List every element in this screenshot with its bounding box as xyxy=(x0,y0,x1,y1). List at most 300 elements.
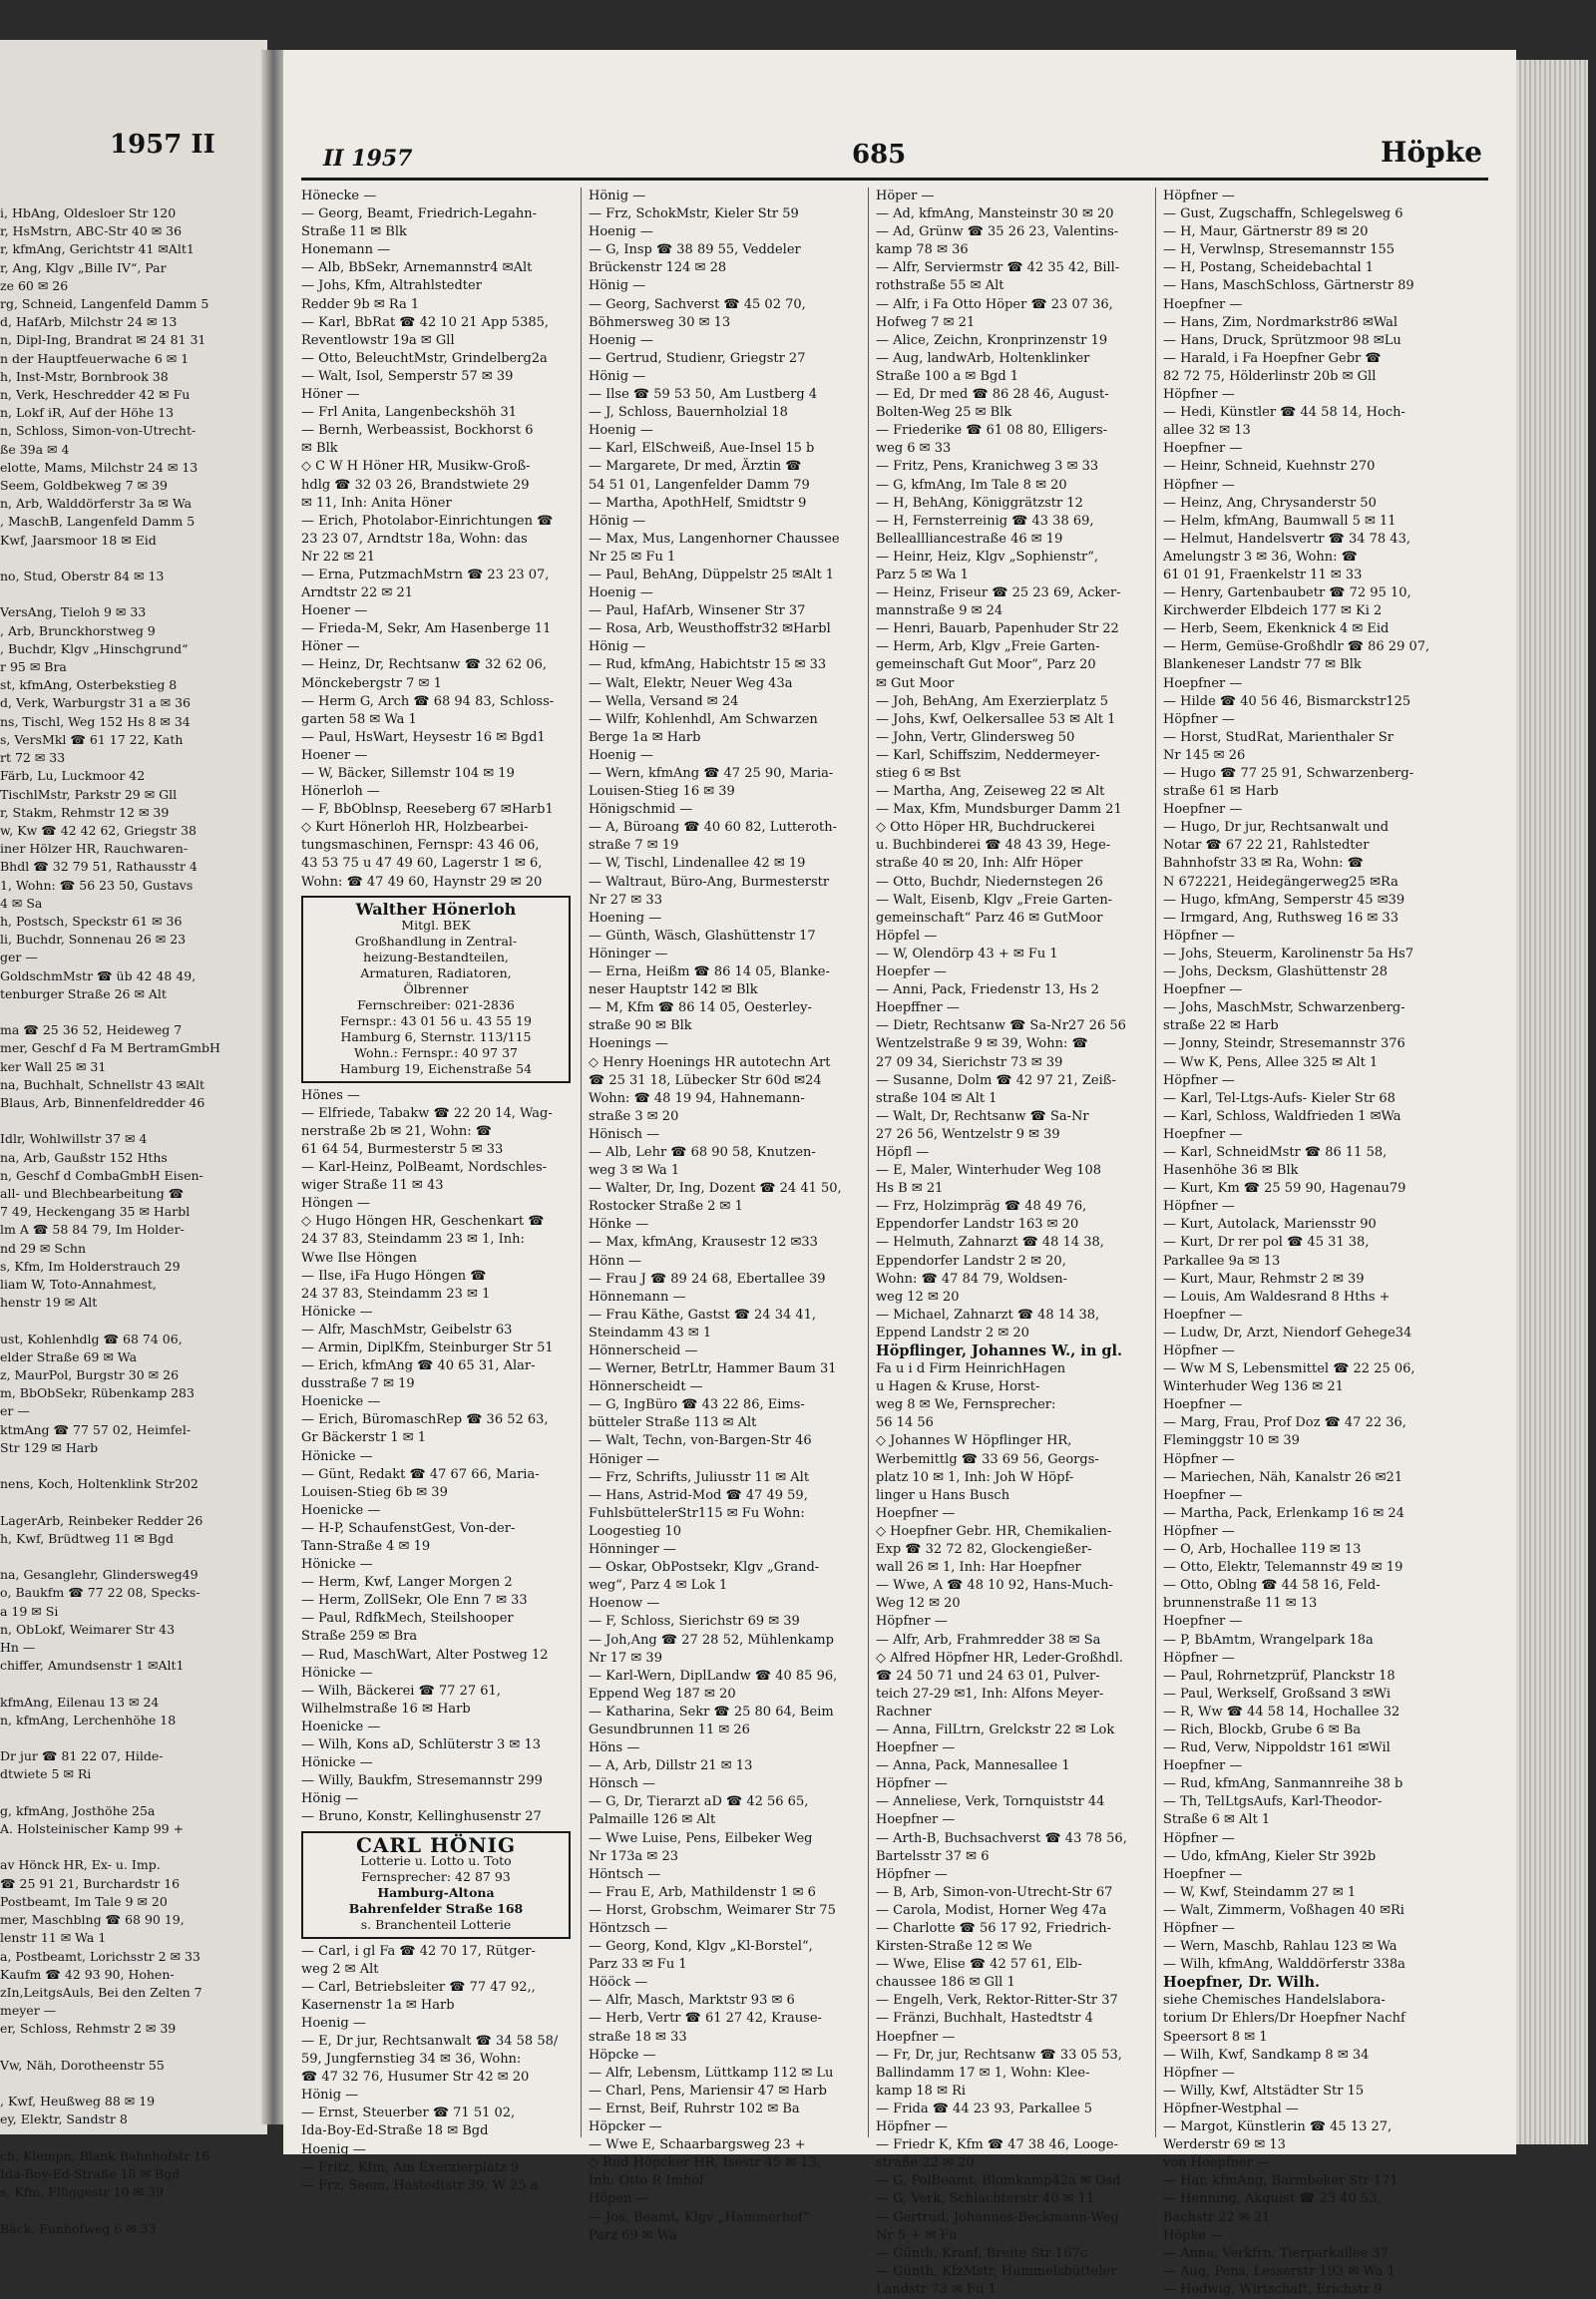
directory-entry-line: straße 22 ✉ 20 xyxy=(876,2155,975,2171)
directory-entry-line: liam W, Toto-Annahmest, xyxy=(0,1276,157,1292)
directory-entry-line xyxy=(0,2075,261,2093)
directory-entry-line: — Hilde ☎ 40 56 46, Bismarckstr125 xyxy=(1163,693,1411,709)
directory-entry-line: — Henning, Akquist ☎ 23 40 53, xyxy=(1163,2191,1382,2207)
directory-entry-line: Hönicke — xyxy=(301,1557,373,1573)
directory-entry-line: st, kfmAng, Osterbekstieg 8 xyxy=(0,677,178,693)
directory-entry-line: Weg 12 ✉ 20 xyxy=(876,1596,961,1612)
directory-entry-line: GoldschmMstr ☎ üb 42 48 49, xyxy=(0,967,197,983)
directory-entry-line: straße 61 ✉ Harb xyxy=(1163,784,1279,800)
directory-entry-line: — Rud, Verw, Nippoldstr 161 ✉Wil xyxy=(1163,1740,1391,1756)
directory-entry-line: Höpfner — xyxy=(876,1866,948,1882)
ad-title: Walther Hönerloh xyxy=(355,899,517,919)
directory-entry-line: Belleallliancestraße 46 ✉ 19 xyxy=(876,531,1063,547)
directory-entry-line: s, Kfm, Flüggestr 10 ✉ 39 xyxy=(0,2184,164,2200)
directory-entry-line: 56 14 56 xyxy=(876,1415,934,1431)
directory-entry-line: Landstr 73 ✉ Fu 1 xyxy=(876,2281,997,2297)
directory-entry-line: 1, Wohn: ☎ 56 23 50, Gustavs xyxy=(0,877,194,893)
directory-entry-line: kfmAng, Eilenau 13 ✉ 24 xyxy=(0,1694,160,1710)
directory-entry-line: — Ludw, Dr, Arzt, Niendorf Gehege34 xyxy=(1163,1325,1412,1341)
directory-entry-line: Winterhuder Weg 136 ✉ 21 xyxy=(1163,1379,1344,1395)
directory-entry-line: — Wwe, Elise ☎ 42 57 61, Elb- xyxy=(876,1957,1082,1973)
directory-entry-line: — Rosa, Arb, Weusthoffstr32 ✉Harbl xyxy=(589,621,831,637)
directory-entry-line: Hönig — xyxy=(589,368,646,384)
directory-entry-line: Parz 33 ✉ Fu 1 xyxy=(589,1957,687,1973)
directory-entry-line: teich 27-29 ✉1, Inh: Alfons Meyer- xyxy=(876,1686,1104,1702)
directory-entry-line: dtwiete 5 ✉ Ri xyxy=(0,1766,92,1782)
header-rule xyxy=(301,178,1488,181)
directory-entry-line: — Wilh, Kons aD, Schlüterstr 3 ✉ 13 xyxy=(301,1737,541,1753)
directory-entry-line: ◇ Henry Hoenings HR autotechn Art xyxy=(589,1054,831,1070)
directory-entry-line: — Wwe, A ☎ 48 10 92, Hans-Much- xyxy=(876,1578,1113,1594)
directory-entry-line: rothstraße 55 ✉ Alt xyxy=(876,278,1004,294)
directory-entry-line: Höner — xyxy=(301,387,360,403)
directory-entry-line: rt 72 ✉ 33 xyxy=(0,750,66,766)
directory-entry-line: torium Dr Ehlers/Dr Hoepfner Nachf xyxy=(1163,2011,1405,2027)
directory-entry-line: Hoepfer — xyxy=(876,964,948,980)
directory-entry-line: weg 8 ✉ We, Fernsprecher: xyxy=(876,1397,1056,1413)
directory-entry-line: tenburger Straße 26 ✉ Alt xyxy=(0,985,167,1001)
directory-entry-line: lm A ☎ 58 84 79, Im Holder- xyxy=(0,1222,185,1238)
directory-entry-line: — Willy, Baukfm, Stresemannstr 299 xyxy=(301,1773,543,1789)
directory-entry-line: ey, Elektr, Sandstr 8 xyxy=(0,2111,128,2127)
directory-entry-line: — Erich, Photolabor-Einrichtungen ☎ xyxy=(301,513,554,529)
directory-entry-line: Hasenhöhe 36 ✉ Blk xyxy=(1163,1163,1299,1179)
column-1-entries-a xyxy=(301,188,571,892)
directory-entry-line: — Anni, Pack, Friedenstr 13, Hs 2 xyxy=(876,982,1099,998)
directory-entry-line: — Paul, Werkself, Großsand 3 ✉Wi xyxy=(1163,1686,1392,1702)
directory-entry-line xyxy=(0,1003,261,1021)
directory-entry-line: — Rud, kfmAng, Habichtstr 15 ✉ 33 xyxy=(589,657,827,673)
directory-entry-line: — Georg, Sachverst ☎ 45 02 70, xyxy=(589,296,806,312)
directory-entry-line xyxy=(0,585,261,603)
directory-entry-line: Hoepfner — xyxy=(1163,802,1243,818)
directory-entry-line: ch, Klempn, Blank Bahnhofstr 16 xyxy=(0,2147,210,2163)
directory-entry-line: — Friederike ☎ 61 08 80, Elligers- xyxy=(876,423,1108,439)
directory-entry-line: Hönecke — xyxy=(301,189,377,203)
directory-entry-line: Großhandlung in Zentral- xyxy=(354,933,518,949)
directory-entry-line xyxy=(0,1112,261,1130)
directory-entry-line: ◇ Kurt Hönerloh HR, Holzbearbei- xyxy=(301,820,529,836)
directory-entry-line: Hoepfner — xyxy=(1163,982,1243,998)
directory-entry-line: — P, BbAmtm, Wrangelpark 18a xyxy=(1163,1632,1374,1648)
directory-entry-line: Hoepfner — xyxy=(1163,1397,1243,1413)
directory-entry-line: — Helmut, Handelsvertr ☎ 34 78 43, xyxy=(1163,531,1410,547)
directory-entry-line: lenstr 11 ✉ Wa 1 xyxy=(0,1930,107,1946)
directory-entry-line: er, Schloss, Rehmstr 2 ✉ 39 xyxy=(0,2021,177,2037)
directory-entry-line: Hoepfner — xyxy=(1163,1487,1243,1503)
directory-entry-line: nerstraße 2b ✉ 21, Wohn: ☎ xyxy=(301,1123,492,1139)
directory-entry-line: Parz 5 ✉ Wa 1 xyxy=(876,567,969,582)
directory-entry-line: h, Postsch, Speckstr 61 ✉ 36 xyxy=(0,913,183,929)
directory-entry-line: — Fränzi, Buchhalt, Hastedtstr 4 xyxy=(876,2011,1093,2027)
directory-entry-line: — H, Maur, Gärtnerstr 89 ✉ 20 xyxy=(1163,224,1369,240)
directory-entry-line: Steindamm 43 ✉ 1 xyxy=(589,1325,712,1341)
directory-entry-line: Tann-Straße 4 ✉ 19 xyxy=(301,1539,431,1554)
directory-entry-line: — Bernh, Werbeassist, Bockhorst 6 xyxy=(301,423,534,439)
directory-entry-line: — Carola, Modist, Horner Weg 47a xyxy=(876,1902,1107,1918)
directory-entry-line: Arndtstr 22 ✉ 21 xyxy=(301,585,414,601)
directory-entry-line: Seem, Goldbekweg 7 ✉ 39 xyxy=(0,478,168,494)
directory-entry-line: ◇ Johannes W Höpflinger HR, xyxy=(876,1433,1072,1449)
directory-entry-line: , Kwf, Heußweg 88 ✉ 19 xyxy=(0,2094,156,2109)
directory-entry-line: straße 3 ✉ 20 xyxy=(589,1108,679,1124)
directory-entry-line: — Wwe Luise, Pens, Eilbeker Weg xyxy=(589,1830,813,1846)
directory-entry-line: n, kfmAng, Lerchenhöhe 18 xyxy=(0,1712,177,1727)
directory-entry-line: Postbeamt, Im Tale 9 ✉ 20 xyxy=(0,1893,168,1909)
directory-entry-line: Hoenicke — xyxy=(301,1394,381,1410)
directory-entry-line: — Frau J ☎ 89 24 68, Ebertallee 39 xyxy=(589,1271,826,1287)
directory-entry-line: h, Kwf, Brüdtweg 11 ✉ Bgd xyxy=(0,1530,174,1546)
directory-entry-line: ◇ Hoepfner Gebr. HR, Chemikalien- xyxy=(876,1523,1112,1539)
ad-title: CARL HÖNIG xyxy=(355,1832,517,1857)
directory-entry-line: Bachstr 22 ✉ 21 xyxy=(1163,2209,1271,2225)
column-1-entries-b xyxy=(301,1087,571,1827)
directory-entry-line: — Frau E, Arb, Mathildenstr 1 ✉ 6 xyxy=(589,1884,816,1900)
directory-entry-line: ns, Tischl, Weg 152 Hs 8 ✉ 34 xyxy=(0,713,191,729)
directory-entry-line: Nr 145 ✉ 26 xyxy=(1163,747,1246,763)
directory-entry-line: Wilhelmstraße 16 ✉ Harb xyxy=(301,1701,471,1717)
directory-entry-line: 24 37 83, Steindamm 23 ✉ 1 xyxy=(301,1286,491,1302)
column-divider xyxy=(868,188,869,2137)
directory-entry-line: — Kurt, Km ☎ 25 59 90, Hagenau79 xyxy=(1163,1181,1406,1197)
directory-entry-line: — Horst, StudRat, Marienthaler Sr xyxy=(1163,729,1394,745)
directory-entry-line: — G, Verk, Schlachterstr 40 ✉ 11 xyxy=(876,2191,1095,2207)
directory-entry-line: Höpen — xyxy=(589,2191,649,2207)
directory-entry-line: — E, Maler, Winterhuder Weg 108 xyxy=(876,1163,1102,1179)
directory-entry-line: — Fr, Dr, jur, Rechtsanw ☎ 33 05 53, xyxy=(876,2047,1122,2063)
directory-entry-line: — Herm G, Arch ☎ 68 94 83, Schloss- xyxy=(301,693,555,709)
directory-entry-line: Loogestieg 10 xyxy=(589,1523,682,1539)
directory-entry-line: d, Verk, Warburgstr 31 a ✉ 36 xyxy=(0,695,191,711)
directory-entry-line: ✉ Blk xyxy=(301,441,338,457)
directory-entry-line: Färb, Lu, Luckmoor 42 xyxy=(0,768,146,784)
directory-entry-line: — G, PolBeamt, Blomkamp42a ✉ Osd xyxy=(876,2173,1121,2189)
directory-entry-line: s. Branchenteil Lotterie xyxy=(360,1916,512,1932)
directory-entry-line: — Frz, SchokMstr, Kieler Str 59 xyxy=(589,206,799,222)
directory-entry-line: all- und Blechbearbeitung ☎ xyxy=(0,1185,185,1201)
directory-entry-line: — W, Tischl, Lindenallee 42 ✉ 19 xyxy=(589,856,806,872)
directory-entry-line: — Hans, Zim, Nordmarkstr86 ✉Wal xyxy=(1163,314,1398,330)
directory-entry-line: wiger Straße 11 ✉ 43 xyxy=(301,1178,444,1194)
directory-entry-line: Palmaille 126 ✉ Alt xyxy=(589,1812,716,1828)
directory-entry-line: Armaturen, Radiatoren, xyxy=(360,964,512,980)
directory-entry-line: — Johs, Decksm, Glashüttenstr 28 xyxy=(1163,964,1389,980)
directory-entry-line: — Erich, kfmAng ☎ 40 65 31, Alar- xyxy=(301,1358,536,1374)
directory-entry-line: — Hans, Druck, Sprützmoor 98 ✉Lu xyxy=(1163,332,1401,348)
directory-entry-line: — G, Dr, Tierarzt aD ☎ 42 56 65, xyxy=(589,1794,809,1810)
directory-entry-line: — Bruno, Konstr, Kellinghusenstr 27 xyxy=(301,1809,542,1825)
directory-entry-line: ✉ Gut Moor xyxy=(876,675,955,691)
directory-entry-line: — Alfr, Serviermstr ☎ 42 35 42, Bill- xyxy=(876,260,1120,276)
directory-entry-line: Höpflinger, Johannes W., in gl. xyxy=(876,1342,1123,1359)
directory-entry-line: — Max, Kfm, Mundsburger Damm 21 xyxy=(876,802,1122,818)
right-page xyxy=(283,50,1516,2297)
directory-entry-line: — Paul, Rohrnetzprüf, Planckstr 18 xyxy=(1163,1668,1396,1684)
directory-entry-line: Hoenings — xyxy=(589,1036,668,1052)
directory-entry-line: r 95 ✉ Bra xyxy=(0,659,67,675)
directory-entry-line: ze 60 ✉ 26 xyxy=(0,277,69,293)
directory-entry-line: r, kfmAng, Gerichtstr 41 ✉Alt1 xyxy=(0,241,195,257)
directory-entry-line: 43 53 75 u 47 49 60, Lagerstr 1 ✉ 6, xyxy=(301,856,543,872)
directory-entry-line: Nr 27 ✉ 33 xyxy=(589,892,662,908)
directory-entry-line: — Katharina, Sekr ☎ 25 80 64, Beim xyxy=(589,1704,834,1720)
directory-entry-line: 23 23 07, Arndtstr 18a, Wohn: das xyxy=(301,531,528,547)
directory-entry-line: — Johs, MaschMstr, Schwarzenberg- xyxy=(1163,1000,1405,1016)
directory-entry-line: 4 ✉ Sa xyxy=(0,895,43,911)
directory-entry-line: , MaschB, Langenfeld Damm 5 xyxy=(0,514,196,530)
directory-entry-line: — Frieda-M, Sekr, Am Hasenberge 11 xyxy=(301,621,552,637)
directory-entry-line: stieg 6 ✉ Bst xyxy=(876,766,962,781)
column-3 xyxy=(876,188,1145,2299)
directory-entry-line: — Karl, Tel-Ltgs-Aufs- Kieler Str 68 xyxy=(1163,1090,1396,1106)
directory-entry-line: — Frida ☎ 44 23 93, Parkallee 5 xyxy=(876,2101,1093,2116)
directory-entry-line: 61 01 91, Fraenkelstr 11 ✉ 33 xyxy=(1163,567,1363,582)
directory-entry-line: — Paul, HsWart, Heysestr 16 ✉ Bgd1 xyxy=(301,729,546,745)
directory-entry-line: — Herm, Gemüse-Großhdlr ☎ 86 29 07, xyxy=(1163,639,1430,655)
directory-entry-line: — Aug, Pens, Lesserstr 193 ✉ Wa 1 xyxy=(1163,2263,1396,2279)
directory-entry-line: n, Arb, Walddörferstr 3a ✉ Wa xyxy=(0,496,193,512)
directory-entry-line: na, Arb, Gaußstr 152 Hths xyxy=(0,1149,168,1165)
directory-entry-line: — Otto, Oblng ☎ 44 58 16, Feld- xyxy=(1163,1578,1381,1594)
directory-entry-line: a 19 ✉ Si xyxy=(0,1603,59,1619)
directory-entry-line: — Margarete, Dr med, Ärztin ☎ xyxy=(589,459,802,475)
directory-entry-line: — Hedwig, Wirtschaft, Erichstr 9 xyxy=(1163,2281,1383,2297)
directory-entry-line: — Karl, Schiffszim, Neddermeyer- xyxy=(876,747,1100,763)
directory-entry-line: ◇ Alfred Höpfner HR, Leder-Großhdl. xyxy=(876,1650,1123,1666)
directory-entry-line: Hönke — xyxy=(589,1217,649,1233)
directory-entry-line: kamp 78 ✉ 36 xyxy=(876,242,969,258)
directory-entry-line: Höns — xyxy=(589,1740,640,1756)
directory-entry-line: Reventlowstr 19a ✉ Gll xyxy=(301,332,455,348)
directory-entry-line: na, Gesanglehr, Glindersweg49 xyxy=(0,1567,199,1583)
directory-entry-line: — Joh,Ang ☎ 27 28 52, Mühlenkamp xyxy=(589,1632,834,1648)
directory-entry-line: mannstraße 9 ✉ 24 xyxy=(876,603,1003,619)
directory-entry-line: linger u Hans Busch xyxy=(876,1487,1010,1503)
directory-entry-line: Hönig — xyxy=(301,1791,359,1807)
directory-entry-line: mer, Geschf d Fa M BertramGmbH xyxy=(0,1040,220,1056)
directory-entry-line: — G, Insp ☎ 38 89 55, Veddeler xyxy=(589,242,801,258)
directory-entry-line: Hönicke — xyxy=(301,1304,373,1320)
directory-entry-line: hdlg ☎ 32 03 26, Brandstwiete 29 xyxy=(301,477,530,493)
directory-entry-line: — Wern, Maschb, Rahlau 123 ✉ Wa xyxy=(1163,1939,1397,1955)
directory-entry-line: — Herm, ZollSekr, Ole Enn 7 ✉ 33 xyxy=(301,1593,528,1609)
directory-entry-line: n, Dipl-Ing, Brandrat ✉ 24 81 31 xyxy=(0,332,206,348)
directory-entry-line: — J, Schloss, Bauernholzial 18 xyxy=(589,405,788,421)
directory-entry-line xyxy=(0,1457,261,1475)
directory-entry-line: Hamburg 6, Sternstr. 113/115 xyxy=(340,1028,532,1044)
directory-entry-line: Hoepfner — xyxy=(876,1505,956,1521)
directory-entry-line: — Anna, Pack, Mannesallee 1 xyxy=(876,1758,1070,1774)
directory-entry-line: — Walt, Zimmerm, Voßhagen 40 ✉Ri xyxy=(1163,1902,1404,1918)
directory-entry-line: Hönes — xyxy=(301,1087,361,1103)
directory-entry-line: — Ernst, Beif, Ruhrstr 102 ✉ Ba xyxy=(589,2101,800,2116)
directory-entry-line: Hoepfner — xyxy=(1163,675,1243,691)
directory-entry-line: — H, Fernsterreinig ☎ 43 38 69, xyxy=(876,513,1094,529)
directory-entry-line: dusstraße 7 ✉ 19 xyxy=(301,1376,415,1392)
directory-entry-line: — Günth, Kranf, Breite Str 167c xyxy=(876,2245,1088,2261)
directory-entry-line: Eppend Weg 187 ✉ 20 xyxy=(589,1686,736,1702)
directory-entry-line xyxy=(0,1675,261,1693)
directory-entry-line: — Alfr, MaschMstr, Geibelstr 63 xyxy=(301,1322,513,1338)
directory-entry-line: — Alfr, Lebensm, Lüttkamp 112 ✉ Lu xyxy=(589,2065,834,2081)
directory-entry-line: Hoenow — xyxy=(589,1596,660,1612)
directory-entry-line: — Kurt, Autolack, Mariensstr 90 xyxy=(1163,1217,1377,1233)
directory-entry-line: Hoepfner — xyxy=(1163,1126,1243,1142)
directory-entry-line: Exp ☎ 32 72 82, Glockengießer- xyxy=(876,1542,1092,1558)
directory-entry-line: — Wilh, Bäckerei ☎ 77 27 61, xyxy=(301,1683,501,1699)
directory-entry-line: Höpke — xyxy=(1163,2227,1224,2243)
directory-entry-line: s, Kfm, Im Holderstrauch 29 xyxy=(0,1258,181,1274)
directory-entry-line: — Rud, kfmAng, Sanmannreihe 38 b xyxy=(1163,1776,1403,1792)
directory-entry-line: — Hans, MaschSchloss, Gärtnerstr 89 xyxy=(1163,278,1414,294)
directory-entry-line: — Helmuth, Zahnarzt ☎ 48 14 38, xyxy=(876,1235,1104,1251)
directory-entry-line: — Alfr, i Fa Otto Höper ☎ 23 07 36, xyxy=(876,296,1113,312)
directory-entry-line: Höner — xyxy=(301,639,360,655)
directory-entry-line: no, Stud, Oberstr 84 ✉ 13 xyxy=(0,569,165,584)
directory-entry-line xyxy=(0,1784,261,1802)
directory-entry-line: Wohn.: Fernspr.: 40 97 37 xyxy=(353,1044,519,1060)
directory-entry-line: d, HafArb, Milchstr 24 ✉ 13 xyxy=(0,314,178,330)
directory-entry-line: — Karl, BbRat ☎ 42 10 21 App 5385, xyxy=(301,314,550,330)
directory-entry-line: r, Stakm, Rehmstr 12 ✉ 39 xyxy=(0,804,170,820)
directory-entry-line: — Ilse ☎ 59 53 50, Am Lustberg 4 xyxy=(589,387,818,403)
directory-entry-line: Höpfner — xyxy=(1163,711,1235,727)
directory-entry-line: Fernspr.: 43 01 56 u. 43 55 19 xyxy=(340,1012,532,1028)
directory-entry-line xyxy=(0,550,261,568)
directory-entry-line: straße 7 ✉ 19 xyxy=(589,838,679,854)
directory-entry-line: — Heinr, Heiz, Klgv „Sophienstr“, xyxy=(876,549,1098,565)
directory-entry-line: Hönicke — xyxy=(301,1755,373,1771)
directory-entry-line: u. Buchbinderei ☎ 48 43 39, Hege- xyxy=(876,838,1111,854)
directory-entry-line: — Jonny, Steindr, Stresemannstr 376 xyxy=(1163,1036,1405,1052)
directory-entry-line: er — xyxy=(0,1403,30,1419)
directory-entry-line: — Henri, Bauarb, Papenhuder Str 22 xyxy=(876,621,1119,637)
directory-entry-line: 27 09 34, Sierichstr 73 ✉ 39 xyxy=(876,1054,1063,1070)
directory-entry-line: r, HsMstrn, ABC-Str 40 ✉ 36 xyxy=(0,223,183,239)
directory-entry-line: Wwe Ilse Höngen xyxy=(301,1250,418,1266)
directory-entry-line: Hoepfner — xyxy=(1163,1614,1243,1630)
directory-entry-line: — Heinz, Ang, Chrysanderstr 50 xyxy=(1163,495,1377,511)
directory-entry-line: Hönig — xyxy=(589,513,646,529)
directory-entry-line: — Michael, Zahnarzt ☎ 48 14 38, xyxy=(876,1307,1100,1323)
directory-entry-line: — Herm, Kwf, Langer Morgen 2 xyxy=(301,1575,513,1591)
directory-entry-line: n, Geschf d CombaGmbH Eisen- xyxy=(0,1167,203,1183)
directory-entry-line: Höpfel — xyxy=(876,928,938,944)
directory-entry-line: — Rich, Blockb, Grube 6 ✉ Ba xyxy=(1163,1722,1362,1737)
directory-entry-line: Honemann — xyxy=(301,242,391,258)
column-1 xyxy=(301,188,571,2195)
directory-entry-line: — Martha, Pack, Erlenkamp 16 ✉ 24 xyxy=(1163,1505,1404,1521)
directory-entry-line: — Ad, Grünw ☎ 35 26 23, Valentins- xyxy=(876,224,1119,240)
directory-entry-line: Hoenig — xyxy=(589,332,653,348)
directory-entry-line: — Aug, landwArb, Holtenklinker xyxy=(876,350,1090,366)
directory-entry-line: Hoepfner — xyxy=(1163,1307,1243,1323)
directory-entry-line: — Gertrud, Studienr, Griegstr 27 xyxy=(589,350,806,366)
directory-entry-line: bütteler Straße 113 ✉ Alt xyxy=(589,1415,757,1431)
directory-entry-line: platz 10 ✉ 1, Inh: Joh W Höpf- xyxy=(876,1469,1074,1485)
directory-entry-line: Straße 259 ✉ Bra xyxy=(301,1629,418,1645)
directory-entry-line: — Gust, Zugschaffn, Schlegelsweg 6 xyxy=(1163,206,1403,222)
directory-entry-line xyxy=(0,2201,261,2219)
directory-entry-line: — Charlotte ☎ 56 17 92, Friedrich- xyxy=(876,1921,1111,1936)
directory-entry-line: — Karl-Heinz, PolBeamt, Nordschles- xyxy=(301,1160,548,1176)
directory-entry-line: — Henry, Gartenbaubetr ☎ 72 95 10, xyxy=(1163,585,1411,601)
directory-entry-line: Hoener — xyxy=(301,747,368,763)
directory-entry-line: FuhlsbüttelerStr115 ✉ Fu Wohn: xyxy=(589,1505,805,1521)
directory-entry-line: Ida-Boy-Ed-Straße 18 ✉ Bgd xyxy=(0,2165,181,2181)
directory-entry-line: Hönsch — xyxy=(589,1776,655,1792)
directory-entry-line: — F, BbOblnsp, Reeseberg 67 ✉Harb1 xyxy=(301,802,554,818)
directory-entry-line: Straße 11 ✉ Blk xyxy=(301,224,407,240)
directory-entry-line: Höpfner — xyxy=(1163,1921,1235,1936)
directory-entry-line: — Paul, BehAng, Düppelstr 25 ✉Alt 1 xyxy=(589,567,835,582)
directory-entry-line: Hoenicke — xyxy=(301,1719,381,1734)
directory-entry-line: — Willy, Kwf, Altstädter Str 15 xyxy=(1163,2083,1365,2099)
directory-entry-line: — Frau Käthe, Gastst ☎ 24 34 41, xyxy=(589,1307,817,1323)
directory-entry-line: Höper — xyxy=(876,189,935,203)
directory-entry-line: Bahrenfelder Straße 168 xyxy=(348,1900,524,1916)
directory-entry-line: g, kfmAng, Josthöhe 25a xyxy=(0,1802,156,1818)
directory-entry-line: Fa u i d Firm HeinrichHagen xyxy=(876,1361,1066,1377)
left-page-header: 1957 II xyxy=(110,130,215,160)
directory-entry-line: Kirsten-Straße 12 ✉ We xyxy=(876,1939,1032,1955)
directory-entry-line: — H, Postang, Scheidebachtal 1 xyxy=(1163,260,1375,276)
directory-entry-line: Wohn: ☎ 47 49 60, Haynstr 29 ✉ 20 xyxy=(301,874,543,890)
directory-entry-line: — Louis, Am Waldesrand 8 Hths + xyxy=(1163,1289,1391,1305)
directory-entry-line: — Waltraut, Büro-Ang, Burmesterstr xyxy=(589,874,830,890)
directory-entry-line: — Walter, Dr, Ing, Dozent ☎ 24 41 50, xyxy=(589,1181,842,1197)
directory-entry-line: Höntzsch — xyxy=(589,1921,668,1936)
directory-entry-line: — Otto, Elektr, Telemannstr 49 ✉ 19 xyxy=(1163,1560,1403,1576)
directory-entry-line: m, BbObSekr, Rübenkamp 283 xyxy=(0,1385,195,1401)
directory-entry-line: — Friedr K, Kfm ☎ 47 38 46, Looge- xyxy=(876,2137,1119,2153)
ad-walther-hoenerloh xyxy=(301,896,571,1083)
directory-entry-line xyxy=(0,2129,261,2147)
directory-entry-line: Nr 17 ✉ 39 xyxy=(589,1650,662,1666)
directory-entry-line: a, Postbeamt, Lorichsstr 2 ✉ 33 xyxy=(0,1948,200,1964)
directory-entry-line: 59, Jungfernstieg 34 ✉ 36, Wohn: xyxy=(301,2052,522,2068)
directory-entry-line: Blankeneser Landstr 77 ✉ Blk xyxy=(1163,657,1362,673)
directory-entry-line: — Wilfr, Kohlenhdl, Am Schwarzen xyxy=(589,711,818,727)
directory-entry-line: ger — xyxy=(0,950,38,965)
directory-entry-line: — Fritz, Pens, Kranichweg 3 ✉ 33 xyxy=(876,459,1099,475)
directory-entry-line: Kaufm ☎ 42 93 90, Hohen- xyxy=(0,1966,175,1982)
directory-entry-line: — Karl, Schloss, Waldfrieden 1 ✉Wa xyxy=(1163,1108,1401,1124)
directory-entry-line: Mitgl. BEK xyxy=(401,917,471,933)
directory-entry-line: — Jos, Beamt, Klgv „Hammerhof“ xyxy=(589,2209,810,2225)
directory-entry-line: n, Lokf iR, Auf der Höhe 13 xyxy=(0,405,175,421)
directory-entry-line: h, Inst-Mstr, Bornbrook 38 xyxy=(0,368,169,384)
directory-entry-line: Eppend Landstr 2 ✉ 20 xyxy=(876,1325,1029,1341)
directory-entry-line: — Hans, Astrid-Mod ☎ 47 49 59, xyxy=(589,1487,808,1503)
directory-entry-line: — R, Ww ☎ 44 58 14, Hochallee 32 xyxy=(1163,1704,1400,1720)
running-head: Höpke xyxy=(1381,136,1482,169)
directory-entry-line: N 672221, Heidegängerweg25 ✉Ra xyxy=(1163,874,1398,890)
directory-entry-line: Redder 9b ✉ Ra 1 xyxy=(301,296,420,312)
directory-entry-line: — Karl-Wern, DiplLandw ☎ 40 85 96, xyxy=(589,1668,838,1684)
directory-entry-line: Hn — xyxy=(0,1640,36,1656)
directory-entry-line: — Johs, Kwf, Oelkersallee 53 ✉ Alt 1 xyxy=(876,711,1116,727)
directory-entry-line: ☎ 24 50 71 und 24 63 01, Pulver- xyxy=(876,1668,1100,1684)
directory-entry-line: — Walt, Isol, Semperstr 57 ✉ 39 xyxy=(301,368,514,384)
directory-entry-line: — H, BehAng, Königgrätzstr 12 xyxy=(876,495,1083,511)
directory-entry-line: Höpfner — xyxy=(876,2119,948,2135)
directory-entry-line: Höpfner-Westphal — xyxy=(1163,2101,1299,2116)
directory-entry-line: — Anneliese, Verk, Tornquiststr 44 xyxy=(876,1794,1105,1810)
directory-entry-line: — W, Bäcker, Sillemstr 104 ✉ 19 xyxy=(301,766,515,781)
directory-entry-line: — Hugo, Dr jur, Rechtsanwalt und xyxy=(1163,820,1390,836)
directory-entry-line: — Max, Mus, Langenhorner Chaussee xyxy=(589,531,840,547)
